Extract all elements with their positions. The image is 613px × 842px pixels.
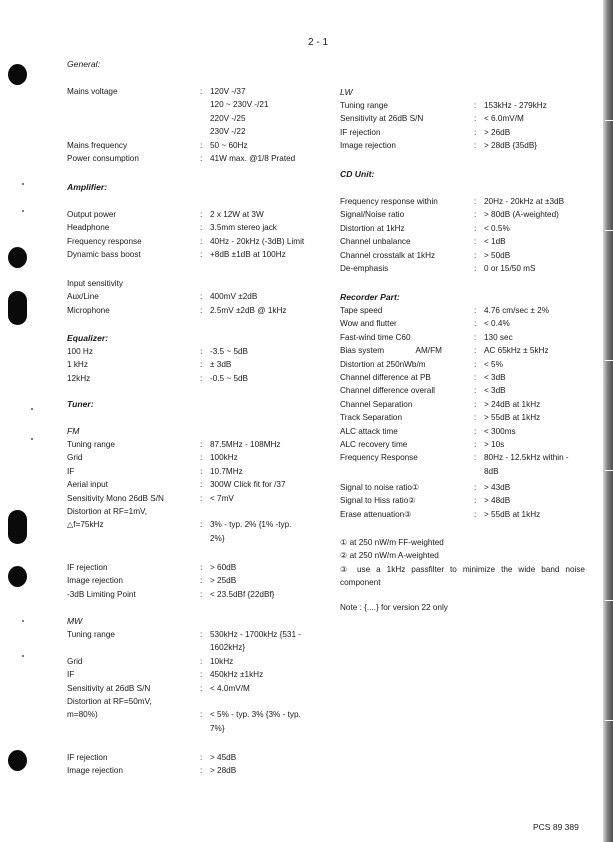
spec-value: 450kHz ±1kHz: [210, 670, 264, 680]
spec-row: Aerial input : 300W Click fit for /37: [67, 478, 335, 491]
spec-label: Fast-wind time C60: [340, 332, 411, 342]
section-fm: [67, 425, 335, 545]
spec-row: Distortion at 1kHz : < 0.5%: [340, 222, 590, 235]
spec-label: Tuning range: [67, 440, 115, 449]
spec-row: ALC attack time : < 300ms: [340, 425, 590, 438]
spec-row: Signal to noise ratio① : > 43dB: [340, 481, 590, 494]
spec-label: IF rejection: [340, 127, 381, 137]
section-tuner: [67, 398, 335, 411]
spec-value: 2.5mV ±2dB @ 1kHz: [210, 305, 287, 315]
spec-row: Image rejection : > 28dB: [67, 764, 335, 777]
page-number: 2 - 1: [308, 37, 329, 48]
spec-label: Power consumption: [67, 154, 139, 164]
section-heading: Recorder Part:: [340, 292, 400, 302]
section-heading: LW: [340, 87, 353, 97]
spec-label: Frequency response: [67, 236, 142, 246]
spec-row: Sensitivity Mono 26dB S/N : < 7mV: [67, 492, 335, 505]
spec-value: 10.7MHz: [210, 466, 243, 476]
spec-label: Image rejection: [340, 141, 396, 151]
section-fm-rejection: [67, 561, 335, 601]
spec-value: 3.5mm stereo jack: [210, 223, 277, 233]
spec-row: IF rejection : > 60dB: [67, 561, 335, 574]
spec-label: Tape speed: [340, 306, 383, 315]
spec-value: < 300ms: [484, 426, 516, 436]
edge-mark: [605, 600, 613, 601]
spec-label: Signal/Noise ratio: [340, 210, 405, 220]
spec-label: Channel unbalance: [340, 237, 411, 247]
spec-row: IF rejection : > 26dB: [340, 126, 590, 139]
spec-row: Erase attenuation③ : > 55dB at 1kHz: [340, 508, 590, 521]
spec-row: Headphone : 3.5mm stereo jack: [67, 221, 335, 234]
punch-hole: [8, 510, 27, 544]
edge-mark: [605, 470, 613, 471]
punch-hole: [8, 750, 27, 771]
section-general: [67, 58, 335, 165]
spec-label: Grid: [67, 453, 83, 463]
spec-label: Sensitivity at 26dB S/N: [67, 683, 151, 693]
spec-value: ± 3dB: [210, 360, 232, 370]
spec-row: Microphone : 2.5mV ±2dB @ 1kHz: [67, 304, 335, 317]
spec-row: [67, 277, 335, 290]
spec-row: Wow and flutter : < 0.4%: [340, 317, 590, 330]
spec-value: < 0.5%: [484, 223, 510, 233]
spec-row: Frequency response : 40Hz - 20kHz (-3dB) Limit: [67, 235, 335, 248]
spec-row: Channel unbalance : < 1dB: [340, 235, 590, 248]
spec-value: 2%}: [210, 533, 225, 543]
spec-label: Distortion at 1kHz: [340, 223, 405, 233]
spec-label: Distortion at RF=50mV,: [67, 697, 152, 707]
spec-label: Channel difference overall: [340, 386, 435, 396]
spec-value: 20Hz - 20kHz at ±3dB: [484, 197, 565, 206]
spec-label: Wow and flutter: [340, 319, 397, 329]
spec-value: +8dB ±1dB at 100Hz: [210, 250, 286, 260]
spec-value: 300W Click fit for /37: [210, 480, 286, 490]
spec-label: De-emphasis: [340, 264, 389, 274]
spec-value: < 23.5dBf {22dBf}: [210, 589, 275, 599]
spec-label: Tuning range: [67, 630, 115, 639]
spec-label: 100 Hz: [67, 347, 93, 356]
spec-row: Bias system AM/FM : AC 65kHz ± 5kHz: [340, 344, 590, 357]
spec-row: Tuning range : 530kHz - 1700kHz {531 - 1602kHz}: [67, 628, 335, 655]
section-heading: Tuner:: [67, 399, 94, 409]
spec-row: De-emphasis : 0 or 15/50 mS: [340, 262, 590, 275]
spec-value: 41W max. @1/8 Prated: [210, 154, 296, 164]
spec-value: > 25dB: [210, 576, 237, 586]
spec-value: 220V -/25: [210, 113, 246, 123]
scan-edge-shadow: [603, 0, 613, 842]
spec-value: 530kHz - 1700kHz {531 -: [210, 630, 302, 639]
spec-row: Channel difference at PB : < 3dB: [340, 371, 590, 384]
spec-value: > 60dB: [210, 563, 237, 572]
spec-label: Dynamic bass boost: [67, 250, 141, 260]
section-equalizer: [67, 332, 335, 385]
spec-label: Microphone: [67, 305, 110, 315]
spec-value: 230V -/22: [210, 127, 246, 137]
spec-label: -3dB Limiting Point: [67, 589, 136, 599]
spec-label: Output power: [67, 210, 117, 219]
spec-label: Mains frequency: [67, 140, 128, 150]
spec-row: Sensitivity at 26dB S/N : < 4.0mV/M: [67, 682, 335, 695]
scan-speck: [31, 408, 33, 410]
spec-label: Erase attenuation③: [340, 509, 412, 519]
spec-label: Sensitivity at 26dB S/N: [340, 114, 424, 124]
spec-label: Distortion at 250nWb/m: [340, 359, 426, 369]
spec-label: Channel difference at PB: [340, 373, 431, 383]
spec-row: Frequency response within : 20Hz - 20kHz at ±3dB: [340, 195, 590, 208]
spec-label: m=80%): [67, 710, 98, 720]
section-heading: CD Unit:: [340, 169, 375, 179]
section-amplifier: [67, 181, 335, 262]
spec-value: > 55dB at 1kHz: [484, 509, 541, 519]
spec-value: > 24dB at 1kHz: [484, 399, 541, 409]
spec-row: Tape speed : 4.76 cm/sec ± 2%: [340, 304, 590, 317]
section-recorder: [340, 291, 590, 478]
spec-row: 12kHz : -0.5 ~ 5dB: [67, 372, 335, 385]
spec-label: Mains voltage: [67, 87, 118, 96]
spec-row: Grid : 100kHz: [67, 451, 335, 464]
spec-label: Channel crosstalk at 1kHz: [340, 250, 436, 260]
punch-hole: [8, 64, 27, 85]
spec-value: 4.76 cm/sec ± 2%: [484, 306, 550, 315]
spec-row: Dynamic bass boost : +8dB ±1dB at 100Hz: [67, 248, 335, 261]
spec-label: ALC attack time: [340, 426, 398, 436]
scan-speck: [31, 438, 33, 440]
footnote-1: ① at 250 nW/m FF-weighted: [340, 538, 444, 547]
spec-value: 153kHz - 279kHz: [484, 101, 547, 110]
section-mw: [67, 615, 335, 735]
scan-speck: [22, 620, 24, 622]
spec-row: Image rejection : > 25dB: [67, 574, 335, 587]
punch-hole: [8, 247, 27, 268]
spec-label: Bias system AM/FM: [340, 346, 442, 356]
section-mw-rejection: [67, 751, 335, 778]
section-lw: [340, 86, 590, 153]
spec-row: Signal/Noise ratio : > 80dB (A-weighted): [340, 208, 590, 221]
spec-value: 1602kHz}: [210, 643, 246, 653]
edge-mark: [605, 230, 613, 231]
spec-row: Track Separation : > 55dB at 1kHz: [340, 411, 590, 424]
spec-row: Tuning range : 153kHz - 279kHz: [340, 99, 590, 112]
punch-hole: [8, 566, 27, 587]
spec-label: Channel Separation: [340, 399, 413, 409]
spec-value: > 48dB: [484, 496, 511, 506]
spec-row: Channel difference overall : < 3dB: [340, 384, 590, 397]
spec-row: Sensitivity at 26dB S/N : < 6.0mV/M: [340, 112, 590, 125]
spec-value: 80Hz - 12.5kHz within -: [484, 453, 569, 463]
spec-row: [67, 505, 335, 518]
spec-label: Aerial input: [67, 480, 108, 490]
spec-row: Signal to Hiss ratio② : > 48dB: [340, 494, 590, 507]
scan-speck: [22, 210, 24, 212]
spec-label: Track Separation: [340, 413, 403, 423]
spec-value: 87.5MHz - 108MHz: [210, 440, 281, 449]
spec-value: > 26dB: [484, 127, 511, 137]
spec-row: 100 Hz : -3.5 ~ 5dB: [67, 345, 335, 358]
spec-value: > 50dB: [484, 250, 511, 260]
spec-label: Frequency Response: [340, 453, 418, 463]
spec-row: Distortion at 250nWb/m : < 5%: [340, 358, 590, 371]
footnote-3: ③ use a 1kHz passfilter to minimize the wide band noise component: [340, 564, 585, 588]
spec-label: 1 kHz: [67, 360, 88, 370]
spec-value: 7%}: [210, 723, 225, 733]
spec-label: Headphone: [67, 223, 110, 233]
section-input-sensitivity: [67, 277, 335, 317]
spec-row: 1 kHz : ± 3dB: [67, 358, 335, 371]
spec-value: 100kHz: [210, 453, 238, 463]
spec-label: Image rejection: [67, 766, 123, 776]
spec-value: 120 ~ 230V -/21: [210, 100, 269, 110]
spec-row: Power consumption : 41W max. @1/8 Prated: [67, 152, 335, 165]
spec-row: Channel Separation : > 24dB at 1kHz: [340, 398, 590, 411]
spec-value: 50 ~ 60Hz: [210, 140, 248, 150]
section-heading: FM: [67, 426, 80, 436]
spec-label: Frequency response within: [340, 197, 438, 206]
spec-row: Mains voltage : 120V -/37 120 ~ 230V -/21 220V -/25 230V -/22: [67, 85, 335, 139]
spec-row: -3dB Limiting Point : < 23.5dBf {22dBf}: [67, 588, 335, 601]
spec-value: > 45dB: [210, 753, 237, 762]
scan-speck: [22, 655, 24, 657]
footnote-2: ② at 250 nW/m A-weighted: [340, 551, 439, 561]
section-recorder-noise: [340, 481, 590, 521]
edge-mark: [605, 720, 613, 721]
spec-value: 120V -/37: [210, 87, 246, 96]
footnotes: [340, 536, 585, 614]
spec-value: < 1dB: [484, 237, 506, 247]
spec-value: 2 x 12W at 3W: [210, 210, 264, 219]
spec-row: Mains frequency : 50 ~ 60Hz: [67, 139, 335, 152]
spec-label: IF: [67, 466, 75, 476]
section-cd-unit: [340, 168, 590, 275]
spec-value: 40Hz - 20kHz (-3dB) Limit: [210, 236, 305, 246]
spec-value: > 10s: [484, 440, 505, 450]
spec-value: < 3dB: [484, 373, 506, 383]
spec-value: < 6.0mV/M: [484, 114, 524, 124]
version-note: Note : {....} for version 22 only: [340, 602, 448, 612]
spec-value: < 5%: [484, 359, 503, 369]
spec-label: Input sensitivity: [67, 279, 123, 288]
section-heading: Amplifier:: [67, 182, 108, 192]
spec-value: < 5% - typ. 3% {3% - typ.: [210, 710, 301, 720]
section-heading: Equalizer:: [67, 333, 109, 343]
spec-row: IF rejection : > 45dB: [67, 751, 335, 764]
spec-value: < 3dB: [484, 386, 506, 396]
spec-label: △f=75kHz: [67, 520, 104, 530]
spec-row: Frequency Response : 80Hz - 12.5kHz within - 8dB: [340, 451, 590, 478]
spec-label: Distortion at RF=1mV,: [67, 507, 148, 517]
edge-mark: [605, 360, 613, 361]
spec-label: IF rejection: [67, 753, 108, 762]
spec-row: Channel crosstalk at 1kHz : > 50dB: [340, 249, 590, 262]
spec-row: Aux/Line : 400mV ±2dB: [67, 290, 335, 303]
spec-value: AC 65kHz ± 5kHz: [484, 346, 549, 356]
spec-label: Signal to noise ratio①: [340, 483, 420, 492]
section-heading: General:: [67, 59, 100, 69]
spec-value: 3% - typ. 2% {1% -typ.: [210, 520, 292, 530]
spec-label: Grid: [67, 656, 83, 666]
spec-value: -3.5 ~ 5dB: [210, 347, 249, 356]
spec-value: 0 or 15/50 mS: [484, 264, 536, 274]
spec-label: Tuning range: [340, 101, 388, 110]
edge-mark: [605, 120, 613, 121]
spec-value: < 4.0mV/M: [210, 683, 250, 693]
section-heading: MW: [67, 616, 83, 626]
scan-speck: [22, 183, 24, 185]
spec-value: < 7mV: [210, 493, 234, 503]
spec-value: > 28dB {35dB}: [484, 141, 538, 151]
spec-value: 400mV ±2dB: [210, 292, 258, 302]
spec-row: Output power : 2 x 12W at 3W: [67, 208, 335, 221]
spec-label: ALC recovery time: [340, 440, 408, 450]
spec-row: Tuning range : 87.5MHz - 108MHz: [67, 438, 335, 451]
spec-value: > 80dB (A-weighted): [484, 210, 559, 220]
spec-label: IF: [67, 670, 75, 680]
document-code: PCS 89 389: [533, 822, 579, 832]
spec-row: Grid : 10kHz: [67, 655, 335, 668]
spec-row: ALC recovery time : > 10s: [340, 438, 590, 451]
spec-value: > 55dB at 1kHz: [484, 413, 541, 423]
spec-value: < 0.4%: [484, 319, 510, 329]
spec-row: m=80%) : < 5% - typ. 3% {3% - typ. 7%}: [67, 708, 335, 735]
spec-row: Fast-wind time C60 : 130 sec: [340, 331, 590, 344]
spec-row: [67, 695, 335, 708]
spec-row: Image rejection : > 28dB {35dB}: [340, 139, 590, 152]
spec-row: △f=75kHz : 3% - typ. 2% {1% -typ. 2%}: [67, 518, 335, 545]
spec-value: -0.5 ~ 5dB: [210, 373, 249, 383]
spec-value: 10kHz: [210, 656, 234, 666]
punch-hole: [8, 291, 27, 325]
spec-value: 8dB: [484, 466, 499, 476]
spec-label: Aux/Line: [67, 292, 99, 302]
spec-label: Image rejection: [67, 576, 123, 586]
spec-value: 130 sec: [484, 332, 513, 342]
spec-label: Sensitivity Mono 26dB S/N: [67, 493, 164, 503]
spec-label: 12kHz: [67, 373, 91, 383]
spec-label: IF rejection: [67, 563, 108, 572]
spec-value: > 28dB: [210, 766, 237, 776]
spec-row: IF : 10.7MHz: [67, 465, 335, 478]
spec-value: > 43dB: [484, 483, 511, 492]
spec-label: Signal to Hiss ratio②: [340, 496, 416, 506]
spec-row: IF : 450kHz ±1kHz: [67, 668, 335, 681]
